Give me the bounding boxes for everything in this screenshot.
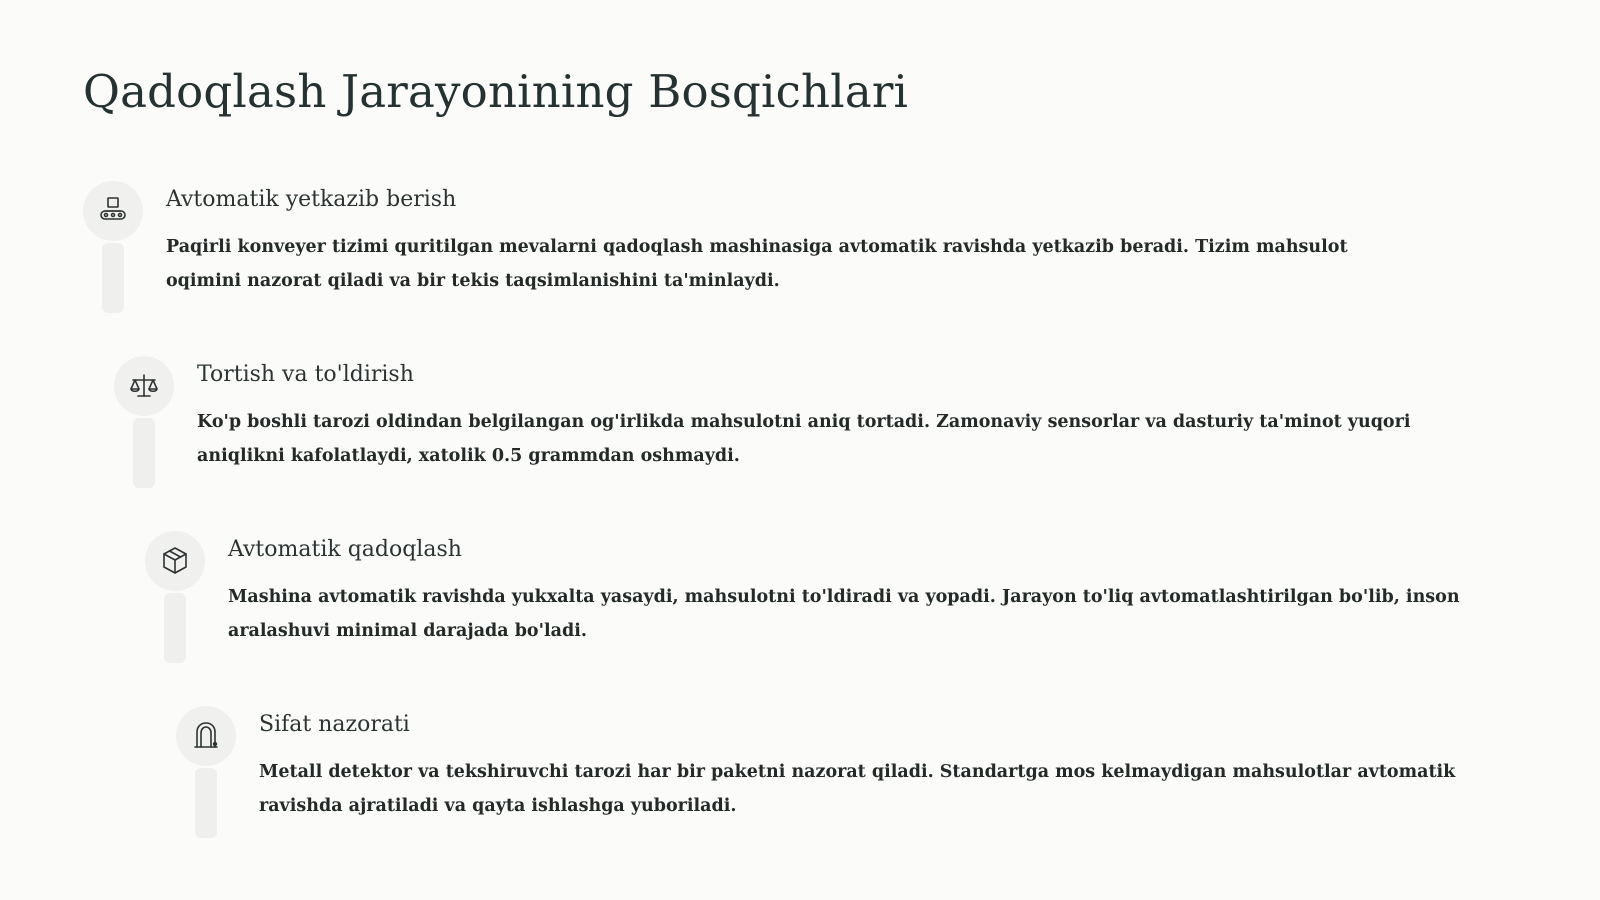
package-icon bbox=[158, 544, 192, 578]
step-description: Paqirli konveyer tizimi quritilgan mevalarni qadoqlash mashinasiga avtomatik ravishda yetkazib beradi. Tizim mahsulot oqimini nazorat qiladi va bir tekis taqsimlanishini ta'minlaydi. bbox=[166, 237, 1348, 291]
package-icon-badge bbox=[145, 531, 205, 591]
metal-detector-icon bbox=[189, 719, 223, 753]
process-step-quality-control bbox=[176, 706, 1526, 856]
process-step-delivery bbox=[83, 181, 1433, 331]
timeline-connector bbox=[102, 243, 124, 313]
conveyor-icon bbox=[96, 194, 130, 228]
process-step-weighing bbox=[114, 356, 1464, 506]
step-description: Metall detektor va tekshiruvchi tarozi har bir paketni nazorat qiladi. Standartga mos kelmaydigan mahsulotlar avtomatik ravishda ajratiladi va qayta ishlashga yuboriladi. bbox=[259, 762, 1456, 816]
scale-icon-badge bbox=[114, 356, 174, 416]
step-title: Tortish va to'ldirish bbox=[197, 362, 414, 387]
step-description: Ko'p boshli tarozi oldindan belgilangan og'irlikda mahsulotni aniq tortadi. Zamonaviy sensorlar va dasturiy ta'minot yuqori aniqlikni kafolatlaydi, xatolik 0.5 grammdan oshmaydi. bbox=[197, 412, 1411, 466]
step-title: Sifat nazorati bbox=[259, 712, 410, 737]
step-description: Mashina avtomatik ravishda yukxalta yasaydi, mahsulotni to'ldiradi va yopadi. Jarayon to'liq avtomatlashtirilgan bo'lib, inson aralashuvi minimal darajada bo'ladi. bbox=[228, 587, 1460, 641]
page-title: Qadoqlash Jarayonining Bosqichlari bbox=[83, 65, 909, 118]
conveyor-icon-badge bbox=[83, 181, 143, 241]
metal-detector-icon-badge bbox=[176, 706, 236, 766]
timeline-connector bbox=[195, 768, 217, 838]
timeline-connector bbox=[164, 593, 186, 663]
step-title: Avtomatik qadoqlash bbox=[228, 537, 462, 562]
timeline-connector bbox=[133, 418, 155, 488]
process-step-packaging bbox=[145, 531, 1495, 681]
scale-icon bbox=[127, 369, 161, 403]
step-title: Avtomatik yetkazib berish bbox=[166, 187, 457, 212]
